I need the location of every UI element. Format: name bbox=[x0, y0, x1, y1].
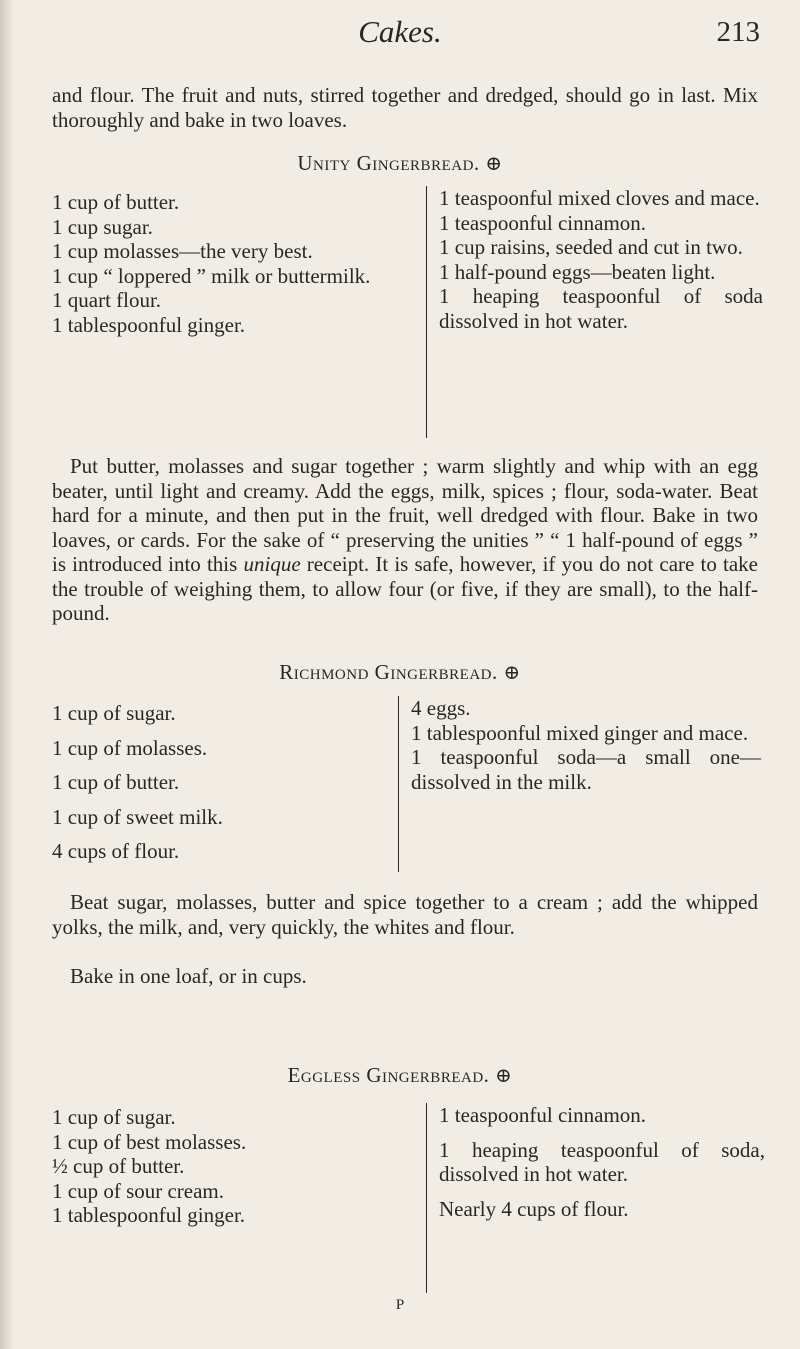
ingredient-item: ½ cup of butter. bbox=[52, 1154, 185, 1178]
ingredient-item: 1 teaspoonful soda—a small one—dissolved in the milk. bbox=[411, 745, 761, 794]
directions-richmond-2 bbox=[52, 964, 758, 989]
directions-unity bbox=[52, 454, 758, 626]
ingredients-right-richmond bbox=[398, 696, 761, 872]
intro-paragraph: and flour. The fruit and nuts, stirred together and dredged, should go in last. Mix thoroughly and bake in two loaves. bbox=[52, 83, 758, 132]
ingredient-item: 1 quart flour. bbox=[52, 288, 162, 312]
directions-text: Put butter, molasses and sugar together ; warm slightly and whip with an egg beater, until light and creamy. Add the eggs, milk, spices ; flour, soda-water. Beat hard for a minute, and then put in the fruit, well dredged with flour. Bake in two loaves, or cards. For the sake of “ preserving the unities ” “ 1 half-pound of eggs ” is introduced into this bbox=[52, 454, 758, 576]
ingredient-item: 4 cups of flour. bbox=[52, 839, 180, 863]
recipe-title-text: Eggless Gingerbread. bbox=[287, 1063, 490, 1087]
directions-richmond bbox=[52, 890, 758, 939]
recipe-title-text: Richmond Gingerbread. bbox=[279, 660, 498, 684]
ingredient-item: 1 teaspoonful cinnamon. bbox=[439, 1103, 647, 1127]
running-title: Cakes. bbox=[358, 14, 442, 49]
ingredients-right-eggless bbox=[426, 1103, 765, 1293]
ingredient-item: 1 cup of sugar. bbox=[52, 1105, 176, 1129]
directions-emphasis: unique bbox=[243, 552, 301, 576]
ingredient-item: 1 cup of molasses. bbox=[52, 735, 208, 760]
ingredient-item: 1 cup of best molasses. bbox=[52, 1129, 247, 1154]
ingredient-item: 1 heaping teaspoonful of soda, dissolved in hot water. bbox=[439, 1137, 765, 1186]
cross-circle-icon: ⊕ bbox=[485, 153, 503, 175]
page-number: 213 bbox=[716, 16, 760, 48]
page-header bbox=[0, 14, 800, 54]
ingredient-item: 1 cup of sugar. bbox=[52, 701, 176, 725]
ingredient-item: 1 cup of butter. bbox=[52, 190, 180, 214]
recipe-title-text: Unity Gingerbread. bbox=[297, 151, 480, 175]
directions-text: receipt. It is safe, however, if you do not care to take the trouble of weighing them, to allow four (or five, if they are small), to the half-pound. bbox=[52, 552, 759, 625]
ingredient-item: 1 cup raisins, seeded and cut in two. bbox=[439, 235, 743, 259]
ingredient-item: Nearly 4 cups of flour. bbox=[439, 1196, 629, 1221]
ingredient-item: 1 cup sugar. bbox=[52, 214, 153, 239]
ingredient-item: 1 heaping teaspoonful of soda dissolved in hot water. bbox=[439, 284, 763, 333]
directions-text: Bake in one loaf, or in cups. bbox=[70, 964, 307, 988]
cross-circle-icon: ⊕ bbox=[495, 1065, 513, 1087]
recipe-title-unity bbox=[0, 151, 800, 176]
ingredients-left-eggless bbox=[52, 1105, 404, 1228]
ingredient-item: 1 cup molasses—the very best. bbox=[52, 239, 313, 263]
signature-mark: P bbox=[395, 1297, 405, 1313]
cross-circle-icon: ⊕ bbox=[503, 662, 521, 684]
ingredient-item: 1 cup “ loppered ” milk or buttermilk. bbox=[52, 263, 371, 288]
ingredient-item: 1 teaspoonful mixed cloves and mace. bbox=[439, 186, 760, 210]
recipe-title-eggless bbox=[0, 1063, 800, 1088]
ingredient-item: 1 teaspoonful cinnamon. bbox=[439, 210, 647, 235]
ingredient-item: 1 tablespoonful mixed ginger and mace. bbox=[411, 720, 749, 745]
ingredient-item: 4 eggs. bbox=[411, 696, 471, 720]
ingredient-item: 1 cup of butter. bbox=[52, 770, 180, 794]
recipe-title-richmond bbox=[0, 660, 800, 685]
ingredients-left-richmond bbox=[52, 701, 404, 874]
ingredient-item: 1 half-pound eggs—beaten light. bbox=[439, 259, 716, 284]
ingredient-item: 1 cup of sweet milk. bbox=[52, 804, 223, 829]
directions-text: Beat sugar, molasses, butter and spice together to a cream ; add the whipped yolks, the milk, and, very quickly, the whites and flour. bbox=[52, 890, 758, 939]
ingredient-item: 1 tablespoonful ginger. bbox=[52, 1203, 246, 1227]
ingredient-item: 1 cup of sour cream. bbox=[52, 1178, 225, 1203]
ingredients-left-unity bbox=[52, 190, 404, 337]
ingredient-item: 1 tablespoonful ginger. bbox=[52, 312, 246, 337]
ingredients-right-unity bbox=[426, 186, 763, 438]
